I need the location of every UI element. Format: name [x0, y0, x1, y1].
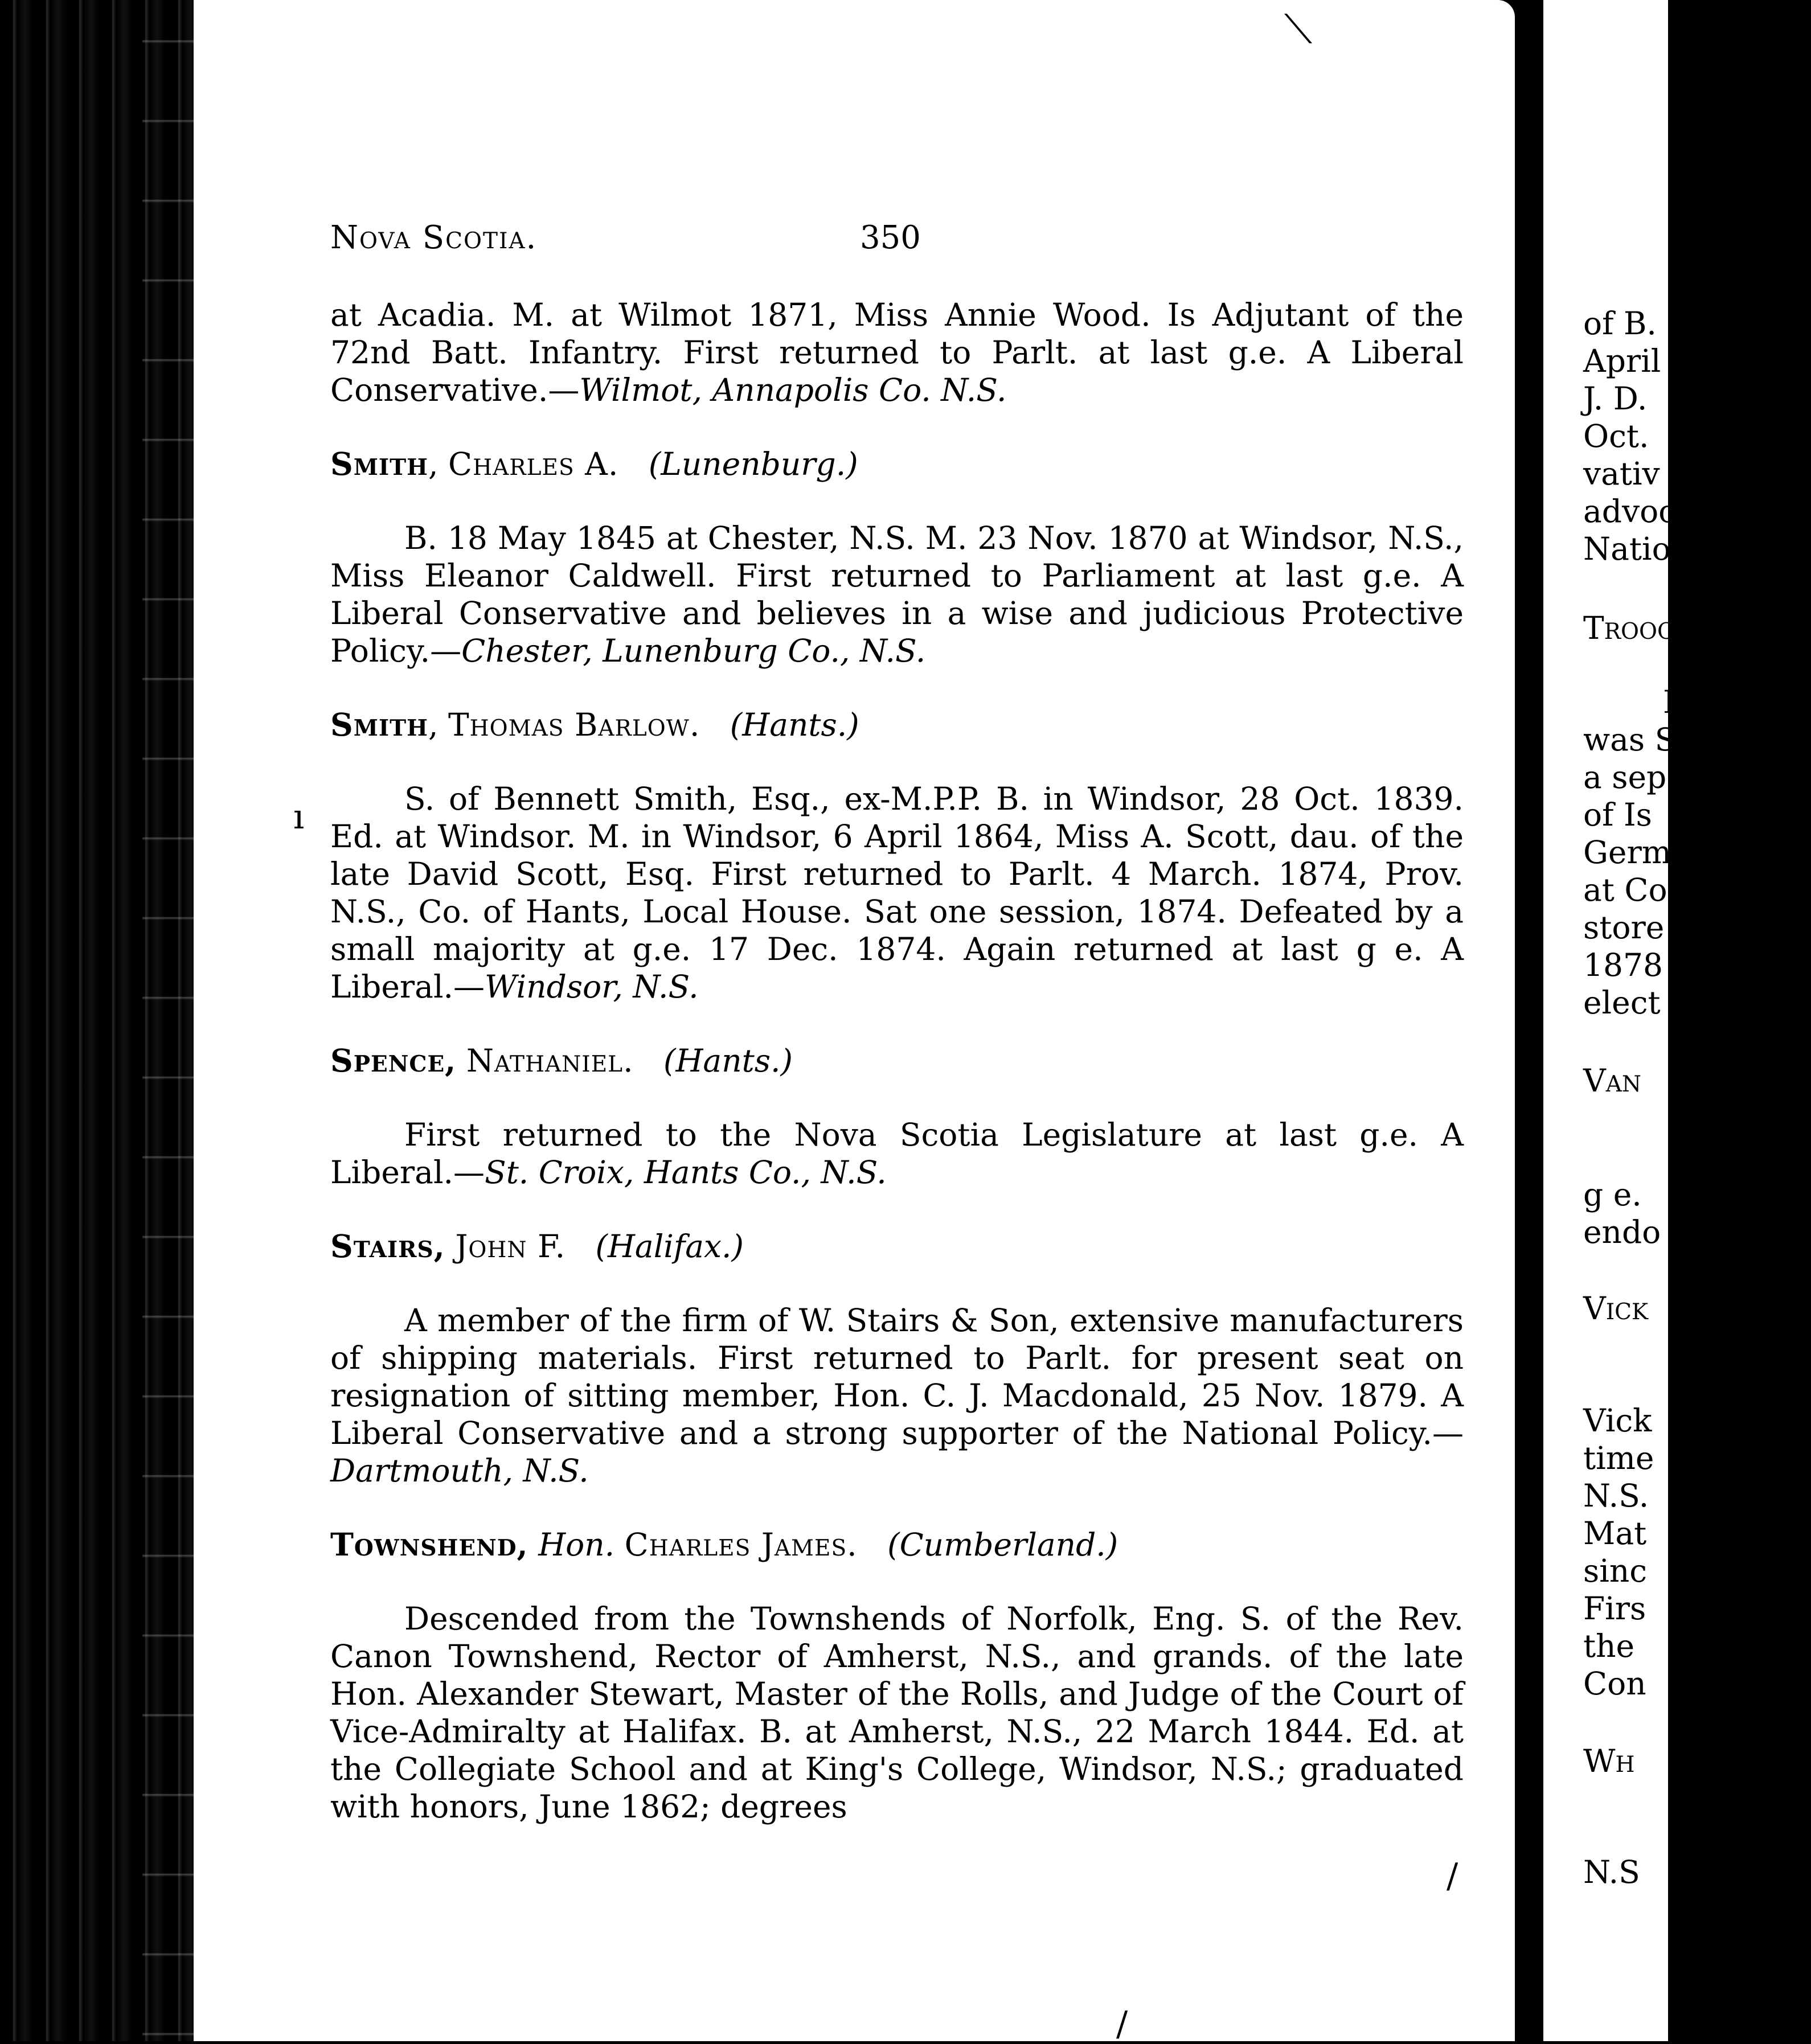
scan-mark: ı — [293, 797, 305, 837]
entry-surname: Smith — [330, 445, 429, 482]
right-text-fragment: Natio — [1583, 531, 1671, 567]
entry-text: at Acadia. M. at Wilmot 1871, Miss Annie Wood. Is Adjutant of the 72nd Batt. Infantry. First returned to Parlt. at last g.e. A Liberal Conservative.— — [330, 297, 1464, 408]
right-text-fragment: I — [1663, 684, 1675, 720]
entry-body — [330, 1116, 1464, 1191]
entry-surname: Townshend, — [330, 1526, 528, 1563]
entry-text: B. 18 May 1845 at Chester, N.S. M. 23 Nov. 1870 at Windsor, N.S., Miss Eleanor Caldwell. First returned to Parliament at last g.e. A Liberal Conservative and believes in a wise and judicious Protective Policy.— — [330, 520, 1464, 669]
right-text-fragment: endo — [1583, 1214, 1661, 1250]
entry-heading: Smith, Charles A. (Lunenburg.) — [330, 445, 858, 482]
right-text-fragment: g e. — [1583, 1176, 1642, 1213]
right-text-fragment: advoc — [1583, 493, 1676, 530]
entry-body — [330, 780, 1464, 1005]
entry-given-name: Thomas Barlow. — [448, 707, 700, 743]
entry-given-name: Nathaniel. — [466, 1042, 634, 1079]
page-number: 350 — [860, 219, 921, 256]
entry-smith-charles — [330, 445, 1464, 670]
entry-address: Dartmouth, N.S. — [330, 1452, 589, 1489]
entry-body — [330, 1600, 1464, 1825]
entry-townshend — [330, 1526, 1464, 1825]
entry-honorific: Hon. — [538, 1526, 615, 1563]
right-page — [1543, 0, 1677, 2041]
entry-stairs — [330, 1228, 1464, 1489]
running-title: Nova Scotia. — [330, 219, 538, 256]
right-text-fragment: of B. — [1583, 305, 1657, 342]
right-text-fragment: Con — [1583, 1665, 1646, 1702]
binding-shadow — [142, 0, 194, 2041]
entry-constituency: (Hants.) — [663, 1042, 793, 1079]
right-heading-fragment: Trooo — [1583, 610, 1675, 646]
entry-text: A member of the firm of W. Stairs & Son, extensive manufacturers of shipping materials. First returned to Parlt. for present seat on resignation of sitting member, Hon. C. J. Macdonald, 25 Nov. 1879. A Liberal Conservative and a strong supporter of the National Policy.— — [330, 1302, 1464, 1451]
entry-address: Windsor, N.S. — [485, 968, 699, 1005]
entry-address: St. Croix, Hants Co., N.S. — [485, 1154, 887, 1191]
entry-given-name: John F. — [455, 1228, 566, 1265]
entry-spence — [330, 1042, 1464, 1191]
entry-constituency: (Halifax.) — [595, 1228, 744, 1265]
right-text-fragment: time — [1583, 1440, 1654, 1476]
entry-continuation — [330, 296, 1464, 409]
right-text-fragment: April — [1583, 343, 1661, 379]
entry-text: Descended from the Townshends of Norfolk, Eng. S. of the Rev. Canon Townshend, Rector of Amherst, N.S., and grands. of the late Hon. Alexander Stewart, Master of the Rolls, and Judge of the Court of Vice-Admiralty at Halifax. B. at Amherst, N.S., 22 March 1844. Ed. at the Collegiate School and at King's College, Windsor, N.S.; graduated with honors, June 1862; degrees — [330, 1600, 1464, 1825]
right-text-fragment: the — [1583, 1628, 1635, 1664]
entry-surname: Smith — [330, 706, 429, 743]
entry-heading: Smith, Thomas Barlow. (Hants.) — [330, 706, 859, 743]
scan-mark: ⟍ — [1284, 6, 1312, 52]
entry-constituency: (Lunenburg.) — [648, 446, 858, 482]
entry-heading — [330, 1526, 1464, 1563]
right-text-fragment: vativ — [1583, 455, 1660, 492]
page-content — [330, 296, 1464, 1825]
entry-address: Wilmot, Annapolis Co. N.S. — [579, 372, 1007, 408]
right-text-fragment: of Is — [1583, 797, 1652, 833]
entry-heading — [330, 1042, 1464, 1080]
entry-smith-thomas — [330, 706, 1464, 1005]
entry-body — [330, 296, 1464, 409]
right-heading-fragment: Van — [1583, 1062, 1642, 1099]
right-text-fragment: Firs — [1583, 1590, 1646, 1627]
entry-constituency: (Hants.) — [730, 707, 859, 743]
entry-given-name: Charles A. — [448, 446, 619, 482]
right-heading-fragment: Wh — [1583, 1743, 1635, 1779]
right-text-fragment: store — [1583, 909, 1665, 946]
entry-address: Chester, Lunenburg Co., N.S. — [461, 633, 926, 669]
right-text-fragment: Mat — [1583, 1515, 1647, 1552]
entry-heading — [330, 1228, 1464, 1265]
entry-body — [330, 1302, 1464, 1489]
right-text-fragment: elect — [1583, 984, 1661, 1021]
right-text-fragment: a sep — [1583, 759, 1667, 795]
entry-text: S. of Bennett Smith, Esq., ex-M.P.P. B. in Windsor, 28 Oct. 1839. Ed. at Windsor. M. in Windsor, 6 April 1864, Miss A. Scott, dau. of the late David Scott, Esq. First returned to Parlt. 4 March. 1874, Prov. N.S., Co. of Hants, Local House. Sat one session, 1874. Defeated by a small majority at g.e. 17 Dec. 1874. Again returned at last g e. A Liberal.— — [330, 781, 1464, 1005]
entry-surname: Stairs, — [330, 1228, 445, 1265]
entry-surname: Spence, — [330, 1042, 457, 1079]
right-text-fragment: sinc — [1583, 1553, 1648, 1589]
scan-mark: / — [1447, 1856, 1458, 1896]
right-heading-fragment: Vick — [1583, 1290, 1649, 1327]
right-text-fragment: Vick — [1583, 1402, 1652, 1439]
entry-body — [330, 519, 1464, 670]
entry-given-name: Charles James. — [624, 1526, 858, 1563]
right-text-fragment: Germ — [1583, 834, 1671, 871]
right-text-fragment: J. D. — [1583, 380, 1648, 417]
right-text-fragment: was S — [1583, 721, 1677, 758]
scan-mark: / — [1116, 2004, 1128, 2044]
right-text-fragment: N.S. — [1583, 1477, 1649, 1514]
entry-text: First returned to the Nova Scotia Legislature at last g.e. A Liberal.— — [330, 1117, 1464, 1191]
page-gutter — [1515, 0, 1543, 2041]
page-header — [330, 219, 957, 265]
right-text-fragment: N.S — [1583, 1854, 1640, 1890]
right-text-fragment: at Co — [1583, 872, 1667, 908]
right-text-fragment: 1878 — [1583, 947, 1663, 983]
right-text-fragment: Oct. — [1583, 418, 1649, 454]
entry-constituency: (Cumberland.) — [887, 1526, 1118, 1563]
